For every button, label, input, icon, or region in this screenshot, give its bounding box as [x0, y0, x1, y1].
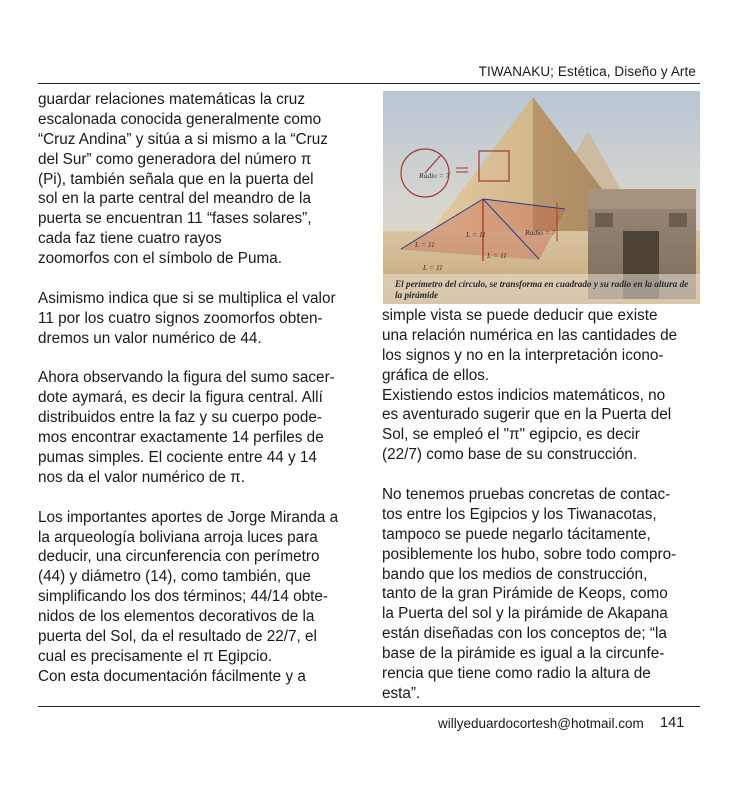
text-line: gráfica de ellos. — [382, 366, 490, 384]
text-line: una relación numérica en las cantidades de — [382, 326, 678, 344]
text-line: cual es precisamente el π Egipcio. — [38, 647, 273, 665]
text-line: es aventurado sugerir que en la Puerta del — [382, 406, 672, 424]
text-line: la arqueología boliviana arroja luces para — [38, 528, 318, 546]
text-line: (Pi), también señala que en la puerta del — [38, 170, 314, 188]
text-line: (22/7) como base de su construcción. — [382, 446, 638, 464]
text-line: nos da el valor numérico de π. — [38, 468, 245, 486]
text-line: esta”. — [382, 684, 421, 702]
right-text-column — [382, 306, 704, 704]
text-line: escalonada conocida generalmente como — [38, 110, 322, 128]
page-number: 141 — [660, 715, 685, 731]
figure-label-radio-circle: Radio = 7 — [419, 171, 450, 180]
text-line: están diseñadas con los conceptos de; “la — [382, 625, 667, 643]
text-line: del Sur” como generadora del número π — [38, 150, 312, 168]
pyramid-figure — [383, 91, 700, 304]
text-line: rencia que tiene como radio la altura de — [382, 665, 651, 683]
text-line: simplificando los dos términos; 44/14 obte- — [38, 588, 328, 606]
text-line: Con esta documentación fácilmente y a — [38, 667, 306, 685]
text-line: tampoco se puede negarlo tácitamente, — [382, 525, 651, 543]
text-line: puerta del Sol, da el resultado de 22/7, el — [38, 628, 317, 646]
text-line: Sol, se empleó el "π" egipcio, es decir — [382, 426, 640, 444]
text-line: nidos de los elementos decorativos de la — [38, 608, 315, 626]
text-line: mos encontrar exactamente 14 perfiles de — [38, 429, 324, 447]
text-line: posiblemente los hubo, sobre todo compro- — [382, 545, 677, 563]
header-rule — [38, 83, 700, 84]
text-line: guardar relaciones matemáticas la cruz — [38, 91, 305, 108]
text-line: la Puerta del sol y la pirámide de Akapana — [382, 605, 668, 623]
text-line: “Cruz Andina” y sitúa a si mismo a la “Cruz — [38, 130, 328, 148]
text-line: Los importantes aportes de Jorge Miranda a — [38, 508, 339, 526]
text-line: puerta se encuentran 11 “fases solares”, — [38, 210, 312, 228]
text-line: deducir, una circunferencia con perímetro — [38, 548, 320, 566]
text-line: dremos un valor numérico de 44. — [38, 329, 262, 347]
figure-illustration — [383, 91, 700, 304]
text-line: cada faz tiene cuatro rayos — [38, 230, 222, 248]
paragraph-gap — [382, 465, 704, 485]
text-line: tanto de la gran Pirámide de Keops, como — [382, 585, 668, 603]
text-line: zoomorfos con el símbolo de Puma. — [38, 250, 283, 268]
paragraph-gap — [38, 488, 368, 508]
paragraph-gap — [38, 349, 368, 369]
figure-label-radio-pyramid: Radio = 7 — [525, 228, 556, 237]
figure-label-l-left: L = 11 — [415, 240, 435, 249]
text-line: pumas simples. El cociente entre 44 y 14 — [38, 449, 317, 467]
text-line: distribuidos entre la faz y su cuerpo pode- — [38, 409, 323, 427]
text-line: bando que los medios de construcción, — [382, 565, 648, 583]
figure-label-l-right: L = 11 — [487, 251, 507, 260]
text-line: los signos y no en la interpretación icono- — [382, 346, 664, 364]
text-line: dote aymará, es decir la figura central. Allí — [38, 389, 323, 407]
figure-caption: El perímetro del círculo, se transforma en cuadrado y su radio en la altura de la pirámide — [395, 279, 689, 300]
text-line: tos entre los Egipcios y los Tiwanacotas, — [382, 505, 657, 523]
text-line: No tenemos pruebas concretas de contac- — [382, 486, 671, 504]
footer-rule — [38, 706, 700, 707]
paragraph-gap — [38, 269, 368, 289]
text-line: sol en la parte central del meandro de la — [38, 190, 311, 208]
footer-email: willyeduardocortesh@hotmail.com — [438, 716, 644, 731]
figure-label-l-bottom: L = 11 — [423, 263, 443, 272]
text-line: 11 por los cuatro signos zoomorfos obten- — [38, 309, 323, 327]
text-line: Ahora observando la figura del sumo sacer- — [38, 369, 335, 387]
left-text-column — [38, 90, 368, 687]
text-line: Existiendo estos indicios matemáticos, no — [382, 386, 666, 404]
text-line: (44) y diámetro (14), como también, que — [38, 568, 311, 586]
text-line: Asimismo indica que si se multiplica el valor — [38, 289, 336, 307]
figure-label-l-top: L = 11 — [466, 230, 486, 239]
text-line: base de la pirámide es igual a la circunfe- — [382, 645, 665, 663]
text-line: simple vista se puede deducir que existe — [382, 307, 658, 324]
running-header-title: TIWANAKU; Estética, Diseño y Arte — [478, 64, 696, 79]
